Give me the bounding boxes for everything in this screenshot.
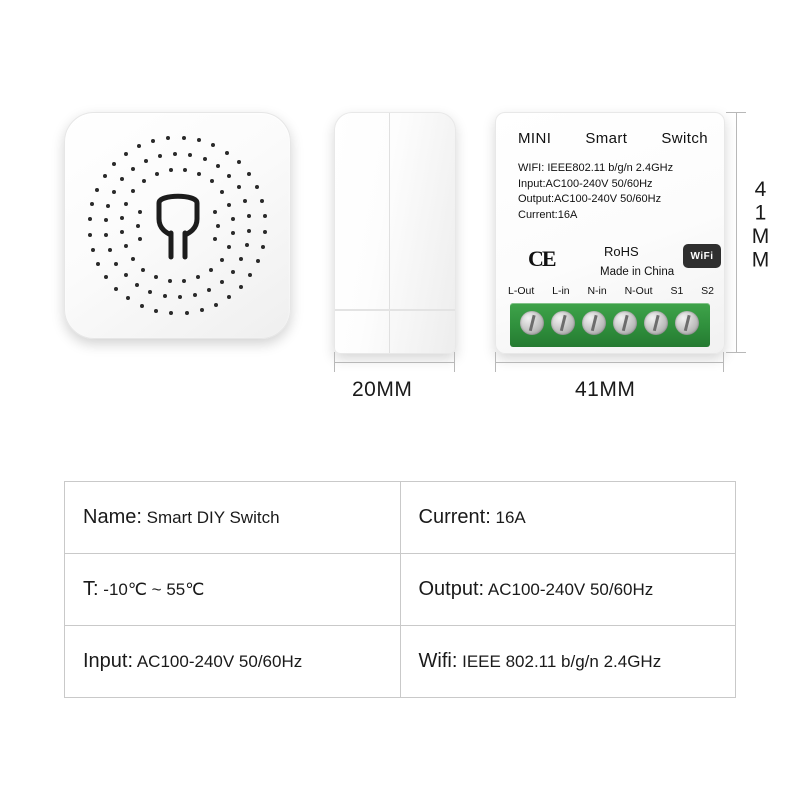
terminal-screw xyxy=(582,311,606,335)
product-back-label-view xyxy=(495,112,725,354)
speaker-dot xyxy=(220,190,224,194)
table-row xyxy=(65,482,736,554)
speaker-dot xyxy=(104,218,108,222)
speaker-dot xyxy=(169,168,173,172)
side-lip-line xyxy=(335,309,455,311)
spec-key-input: Input: xyxy=(83,650,134,672)
speaker-dot xyxy=(151,139,155,143)
table-row xyxy=(65,554,736,626)
spec-cell-current xyxy=(400,482,736,554)
terminal-labels xyxy=(508,285,714,297)
speaker-dot xyxy=(197,138,201,142)
speaker-dot xyxy=(213,237,217,241)
terminal-label-s2: S2 xyxy=(701,285,714,297)
terminal-screw xyxy=(675,311,699,335)
speaker-dot xyxy=(220,258,224,262)
speaker-dot xyxy=(114,262,118,266)
spec-value-input: AC100-240V 50/60Hz xyxy=(136,652,303,671)
dim-line-41mm-height xyxy=(736,112,737,352)
speaker-dot xyxy=(137,144,141,148)
speaker-dot xyxy=(106,204,110,208)
spec-key-current: Current: xyxy=(418,506,491,528)
terminal-label-l-in: L-in xyxy=(552,285,570,297)
speaker-dot xyxy=(155,172,159,176)
speaker-dot xyxy=(173,152,177,156)
label-spec-output: Output:AC100-240V 50/60Hz xyxy=(518,193,662,205)
speaker-dot xyxy=(112,190,116,194)
speaker-dot xyxy=(247,229,251,233)
terminal-label-s1: S1 xyxy=(670,285,684,297)
speaker-dot xyxy=(108,248,112,252)
speaker-dot xyxy=(131,189,135,193)
label-spec-current: Current:16A xyxy=(518,208,578,221)
spec-key-wifi: Wifi: xyxy=(418,650,458,672)
spec-key-temperature: T: xyxy=(83,578,99,600)
speaker-dot xyxy=(227,203,231,207)
spec-key-name: Name: xyxy=(83,506,142,528)
certification-marks xyxy=(518,238,714,284)
dim-line-20mm xyxy=(334,362,454,363)
speaker-dot xyxy=(138,210,142,214)
speaker-dot xyxy=(263,230,267,234)
speaker-dot xyxy=(188,153,192,157)
speaker-dot xyxy=(193,293,197,297)
speaker-dot xyxy=(182,279,186,283)
speaker-dot xyxy=(91,248,95,252)
spec-cell-temperature xyxy=(65,554,401,626)
speaker-dot xyxy=(247,172,251,176)
speaker-dot xyxy=(237,185,241,189)
dim-tick-41mm-bottom xyxy=(726,352,746,353)
label-title xyxy=(518,130,708,147)
speaker-dot xyxy=(216,224,220,228)
dim-line-41mm-width xyxy=(495,362,723,363)
speaker-dot xyxy=(207,288,211,292)
speaker-dot xyxy=(103,174,107,178)
terminal-screw xyxy=(551,311,575,335)
label-title-word-2: Smart xyxy=(585,130,628,147)
speaker-dot xyxy=(166,136,170,140)
spec-value-name: Smart DIY Switch xyxy=(146,508,280,527)
spec-value-current: 16A xyxy=(495,508,526,527)
speaker-dot xyxy=(225,151,229,155)
product-front-view xyxy=(64,112,291,339)
speaker-dot xyxy=(120,216,124,220)
speaker-dot xyxy=(183,168,187,172)
speaker-dot xyxy=(210,179,214,183)
rohs-mark-icon: RoHS xyxy=(604,244,639,259)
speaker-dot xyxy=(138,237,142,241)
spec-value-wifi: IEEE 802.11 b/g/n 2.4GHz xyxy=(462,652,662,671)
speaker-dot xyxy=(231,217,235,221)
speaker-dot xyxy=(154,309,158,313)
speaker-dot xyxy=(169,311,173,315)
speaker-dot xyxy=(124,273,128,277)
speaker-dot xyxy=(231,231,235,235)
spec-key-output: Output: xyxy=(418,578,485,600)
terminal-screw xyxy=(613,311,637,335)
speaker-dot xyxy=(211,143,215,147)
relay-coil-glyph xyxy=(145,189,211,263)
speaker-dot xyxy=(255,185,259,189)
speaker-dot xyxy=(163,294,167,298)
speaker-dot xyxy=(178,295,182,299)
table-row xyxy=(65,626,736,698)
spec-value-output: AC100-240V 50/60Hz xyxy=(487,580,654,599)
speaker-dot xyxy=(182,136,186,140)
spec-cell-name xyxy=(65,482,401,554)
speaker-dot xyxy=(96,262,100,266)
product-side-view xyxy=(334,112,456,354)
speaker-dot xyxy=(243,199,247,203)
speaker-dot xyxy=(104,233,108,237)
label-spec-wifi: WIFI: IEEE802.11 b/g/n 2.4GHz xyxy=(518,162,674,174)
speaker-dot xyxy=(216,164,220,168)
speaker-dot xyxy=(88,233,92,237)
speaker-dot xyxy=(248,273,252,277)
speaker-dot xyxy=(261,245,265,249)
spec-cell-output xyxy=(400,554,736,626)
speaker-dot xyxy=(263,214,267,218)
side-seam-line xyxy=(389,113,390,353)
speaker-dot xyxy=(185,311,189,315)
speaker-dot xyxy=(88,217,92,221)
speaker-dot xyxy=(135,283,139,287)
dim-tick-41mm-left xyxy=(495,352,496,372)
dim-label-41mm-width: 41MM xyxy=(575,378,636,401)
speaker-dot xyxy=(126,296,130,300)
speaker-dot xyxy=(196,275,200,279)
speaker-dot xyxy=(239,285,243,289)
speaker-dot xyxy=(227,174,231,178)
terminal-label-n-out: N-Out xyxy=(624,285,653,297)
speaker-dot xyxy=(239,257,243,261)
speaker-dot xyxy=(114,287,118,291)
terminal-label-n-in: N-in xyxy=(587,285,607,297)
made-in-text: Made in China xyxy=(600,266,675,278)
speaker-dot xyxy=(141,268,145,272)
wifi-badge-icon: WiFi xyxy=(683,244,721,268)
speaker-dot xyxy=(112,162,116,166)
speaker-dot xyxy=(124,202,128,206)
speaker-dot xyxy=(227,295,231,299)
speaker-dot xyxy=(131,257,135,261)
spec-cell-wifi xyxy=(400,626,736,698)
speaker-dot xyxy=(237,160,241,164)
speaker-dot xyxy=(136,224,140,228)
speaker-dot xyxy=(104,275,108,279)
speaker-dot xyxy=(213,210,217,214)
spec-cell-input xyxy=(65,626,401,698)
speaker-dot xyxy=(200,308,204,312)
speaker-dot xyxy=(260,199,264,203)
dim-tick-41mm-right xyxy=(723,352,724,372)
speaker-dot xyxy=(95,188,99,192)
speaker-dot xyxy=(231,270,235,274)
label-spec-lines xyxy=(518,161,673,223)
speaker-dot xyxy=(90,202,94,206)
speaker-dot xyxy=(142,179,146,183)
speaker-dot xyxy=(247,214,251,218)
speaker-dot xyxy=(131,167,135,171)
specification-table xyxy=(64,481,736,698)
label-spec-input: Input:AC100-240V 50/60Hz xyxy=(518,177,653,190)
speaker-dot xyxy=(120,177,124,181)
dim-tick-41mm-top xyxy=(726,112,746,113)
label-title-word-1: MINI xyxy=(518,130,552,147)
speaker-dot xyxy=(124,244,128,248)
speaker-dot xyxy=(197,172,201,176)
label-title-word-3: Switch xyxy=(661,130,708,147)
speaker-dot xyxy=(124,152,128,156)
terminal-screw xyxy=(644,311,668,335)
speaker-dot xyxy=(256,259,260,263)
speaker-dot xyxy=(154,275,158,279)
speaker-dot xyxy=(245,243,249,247)
dim-tick-20mm-left xyxy=(334,352,335,372)
dim-tick-20mm-right xyxy=(454,352,455,372)
terminal-screw xyxy=(520,311,544,335)
speaker-dot xyxy=(220,280,224,284)
speaker-dot xyxy=(203,157,207,161)
speaker-dot xyxy=(168,279,172,283)
ce-mark-icon: CE xyxy=(528,246,555,271)
dim-label-41mm-height: 41MM xyxy=(749,178,772,272)
spec-value-temperature: -10℃ ~ 55℃ xyxy=(103,580,205,599)
speaker-dot xyxy=(158,154,162,158)
dim-label-20mm: 20MM xyxy=(352,378,413,401)
speaker-dot xyxy=(209,268,213,272)
speaker-dot xyxy=(227,245,231,249)
speaker-dot xyxy=(148,290,152,294)
green-terminal-block xyxy=(510,303,710,347)
speaker-dot xyxy=(214,303,218,307)
speaker-dot xyxy=(120,230,124,234)
terminal-label-l-out: L-Out xyxy=(508,285,535,297)
speaker-dot xyxy=(144,159,148,163)
speaker-dot xyxy=(140,304,144,308)
